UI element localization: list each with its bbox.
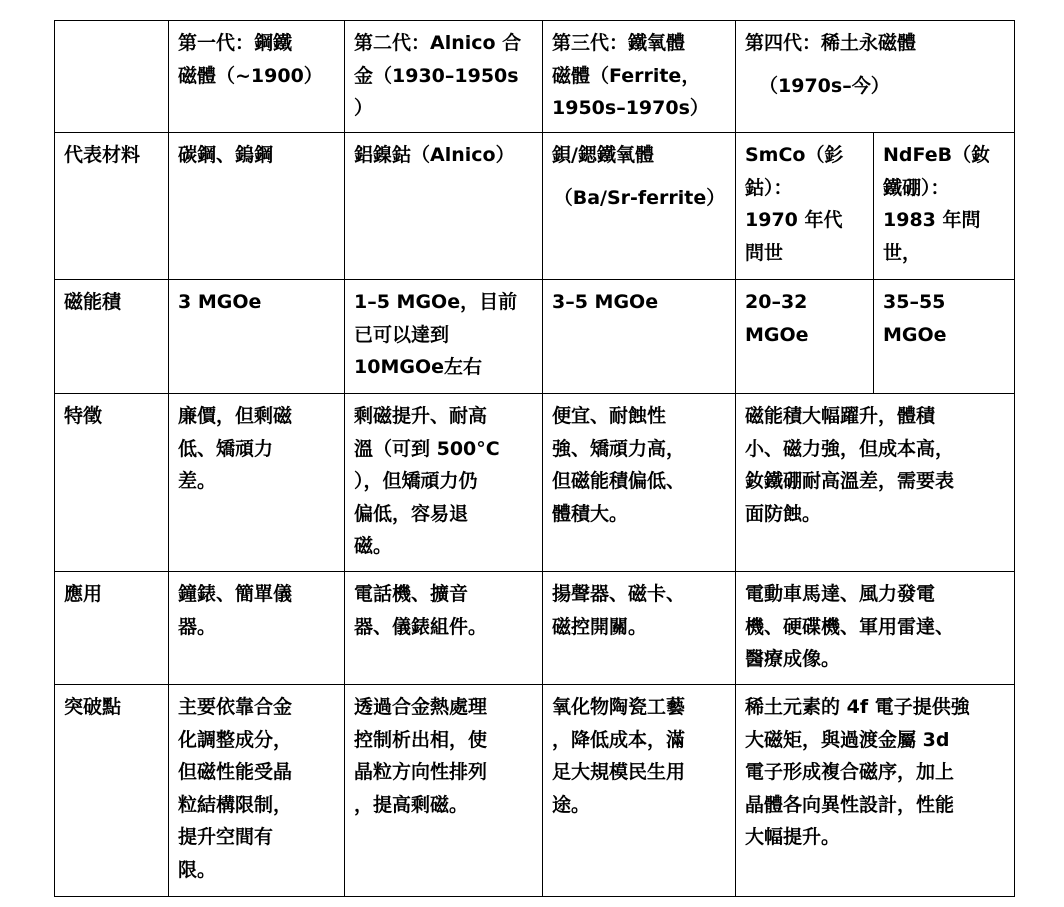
row-label-energy: 磁能積 xyxy=(55,280,169,394)
energy-gen1: 3 MGOe xyxy=(169,280,345,394)
breakthrough-gen2: 透過合金熱處理 控制析出相，使 晶粒方向性排列 ，提高剩磁。 xyxy=(345,685,543,897)
row-materials xyxy=(55,133,1015,280)
materials-gen4-smco: SmCo（釤 鈷）： 1970 年代 問世 xyxy=(736,133,874,280)
energy-gen4-ndfeb: 35–55 MGOe xyxy=(874,280,1015,394)
materials-gen2: 鋁鎳鈷（Alnico） xyxy=(345,133,543,280)
breakthrough-gen3: 氧化物陶瓷工藝 ，降低成本，滿 足大規模民生用 途。 xyxy=(543,685,736,897)
features-gen2: 剩磁提升、耐高 溫（可到 500°C ），但矯頑力仍 偏低，容易退 磁。 xyxy=(345,394,543,572)
energy-gen3: 3–5 MGOe xyxy=(543,280,736,394)
applications-gen4: 電動車馬達、風力發電 機、硬碟機、軍用雷達、 醫療成像。 xyxy=(736,572,1015,685)
header-gen2: 第二代：Alnico 合 金（1930–1950s ） xyxy=(345,21,543,133)
header-gen3: 第三代：鐵氧體 磁體（Ferrite， 1950s–1970s） xyxy=(543,21,736,133)
materials-gen3 xyxy=(543,133,736,280)
row-label-breakthrough: 突破點 xyxy=(55,685,169,897)
materials-gen1: 碳鋼、鎢鋼 xyxy=(169,133,345,280)
row-label-materials: 代表材料 xyxy=(55,133,169,280)
row-energy xyxy=(55,280,1015,394)
materials-gen3-line1: 鋇/鍶鐵氧體 xyxy=(552,144,654,166)
applications-gen3: 揚聲器、磁卡、 磁控開關。 xyxy=(543,572,736,685)
header-gen4-title: 第四代：稀土永磁體 xyxy=(745,32,917,54)
materials-gen4-ndfeb: NdFeB（釹 鐵硼）： 1983 年問 世， xyxy=(874,133,1015,280)
header-gen4-period: （1970s–今） xyxy=(759,74,890,97)
features-gen1: 廉價，但剩磁 低、矯頑力 差。 xyxy=(169,394,345,572)
row-label-applications: 應用 xyxy=(55,572,169,685)
header-row xyxy=(55,21,1015,133)
features-gen3: 便宜、耐蝕性 強、矯頑力高， 但磁能積偏低、 體積大。 xyxy=(543,394,736,572)
magnet-generations-table xyxy=(54,20,1015,897)
applications-gen1: 鐘錶、簡單儀 器。 xyxy=(169,572,345,685)
corner-cell xyxy=(55,21,169,133)
breakthrough-gen1: 主要依靠合金 化調整成分， 但磁性能受晶 粒結構限制， 提升空間有 限。 xyxy=(169,685,345,897)
row-applications xyxy=(55,572,1015,685)
materials-gen3-line2: （Ba/Sr-ferrite） xyxy=(553,186,726,209)
applications-gen2: 電話機、擴音 器、儀錶組件。 xyxy=(345,572,543,685)
row-breakthrough xyxy=(55,685,1015,897)
features-gen4: 磁能積大幅躍升，體積 小、磁力強，但成本高， 釹鐵硼耐高溫差，需要表 面防蝕。 xyxy=(736,394,1015,572)
header-gen1: 第一代：鋼鐵 磁體（~1900） xyxy=(169,21,345,133)
row-label-features: 特徵 xyxy=(55,394,169,572)
energy-gen2: 1–5 MGOe，目前 已可以達到 10MGOe左右 xyxy=(345,280,543,394)
breakthrough-gen4: 稀土元素的 4f 電子提供強 大磁矩，與過渡金屬 3d 電子形成複合磁序，加上 晶體各向異性設計，性能 大幅提升。 xyxy=(736,685,1015,897)
header-gen4 xyxy=(736,21,1015,133)
energy-gen4-smco: 20–32 MGOe xyxy=(736,280,874,394)
row-features xyxy=(55,394,1015,572)
